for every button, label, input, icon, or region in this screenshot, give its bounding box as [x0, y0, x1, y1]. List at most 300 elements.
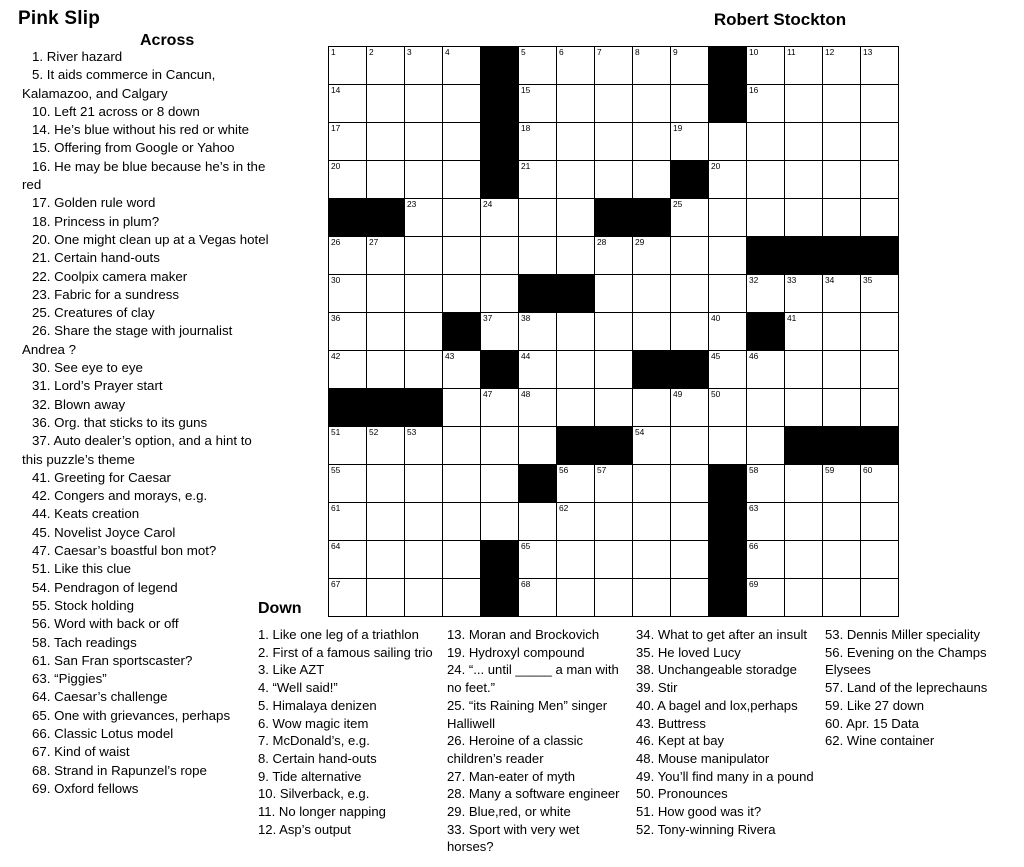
- across-clue: 44. Keats creation: [32, 506, 140, 522]
- grid-cell[interactable]: [861, 85, 899, 123]
- grid-cell[interactable]: [557, 85, 595, 123]
- grid-cell-number: 58: [749, 465, 759, 475]
- down-clue: 13. Moran and Brockovich: [447, 627, 600, 642]
- across-clue: 15. Offering from Google or Yahoo: [32, 140, 235, 156]
- grid-cell[interactable]: [557, 47, 595, 85]
- grid-cell[interactable]: [709, 313, 747, 351]
- grid-cell-block: [367, 389, 405, 427]
- grid-cell[interactable]: [405, 579, 443, 617]
- grid-cell[interactable]: [557, 503, 595, 541]
- grid-cell[interactable]: [823, 503, 861, 541]
- across-clue: 18. Princess in plum?: [32, 213, 160, 229]
- down-clue: 29. Blue,red, or white: [447, 804, 571, 820]
- grid-cell[interactable]: [785, 503, 823, 541]
- grid-cell[interactable]: [329, 427, 367, 465]
- grid-cell[interactable]: [443, 123, 481, 161]
- grid-cell[interactable]: [861, 503, 899, 541]
- grid-cell[interactable]: [481, 389, 519, 427]
- across-clue: 26. Share the stage with journalist Andrea ?: [22, 323, 233, 357]
- grid-cell-number: 64: [331, 541, 341, 551]
- grid-cell-number: 15: [521, 85, 531, 95]
- grid-cell-number: 4: [445, 47, 450, 57]
- grid-cell-number: 32: [749, 275, 759, 285]
- grid-cell[interactable]: [367, 541, 405, 579]
- down-clue: 2. First of a famous sailing trio: [258, 644, 433, 660]
- grid-cell[interactable]: [861, 275, 899, 313]
- grid-cell-number: 44: [521, 351, 531, 361]
- grid-cell[interactable]: [405, 275, 443, 313]
- grid-cell[interactable]: [443, 199, 481, 237]
- grid-cell[interactable]: [443, 85, 481, 123]
- grid-cell[interactable]: [823, 275, 861, 313]
- grid-cell[interactable]: [595, 389, 633, 427]
- grid-cell[interactable]: [747, 579, 785, 617]
- grid-cell-block: [519, 465, 557, 503]
- grid-cell[interactable]: [367, 275, 405, 313]
- grid-cell[interactable]: [861, 47, 899, 85]
- grid-cell[interactable]: [557, 579, 595, 617]
- grid-cell[interactable]: [595, 541, 633, 579]
- grid-cell[interactable]: [329, 351, 367, 389]
- grid-cell[interactable]: [747, 427, 785, 465]
- across-clue: 14. He’s blue without his red or white: [32, 122, 250, 138]
- grid-cell[interactable]: [481, 313, 519, 351]
- grid-cell[interactable]: [405, 237, 443, 275]
- down-clue: 39. Stir: [636, 680, 678, 696]
- across-clue: 37. Auto dealer’s option, and a hint to this puzzle’s theme: [22, 433, 252, 467]
- grid-cell[interactable]: [633, 47, 671, 85]
- grid-cell[interactable]: [481, 237, 519, 275]
- grid-cell[interactable]: [671, 313, 709, 351]
- grid-cell[interactable]: [785, 313, 823, 351]
- grid-cell[interactable]: [823, 85, 861, 123]
- across-clue: 64. Caesar’s challenge: [32, 689, 168, 705]
- grid-row: [329, 85, 899, 123]
- grid-cell-block: [481, 47, 519, 85]
- down-clue: 3. Like AZT: [258, 662, 325, 678]
- grid-cell[interactable]: [405, 85, 443, 123]
- grid-cell-number: 30: [331, 275, 341, 285]
- grid-cell[interactable]: [671, 465, 709, 503]
- grid-cell[interactable]: [557, 313, 595, 351]
- grid-row: [329, 541, 899, 579]
- grid-cell[interactable]: [747, 275, 785, 313]
- grid-cell-block: [481, 161, 519, 199]
- grid-cell[interactable]: [633, 313, 671, 351]
- grid-cell[interactable]: [595, 85, 633, 123]
- grid-cell[interactable]: [823, 123, 861, 161]
- page-title: Pink Slip: [18, 8, 101, 29]
- grid-cell[interactable]: [405, 199, 443, 237]
- grid-row: [329, 579, 899, 617]
- grid-cell-block: [595, 199, 633, 237]
- across-clue: 10. Left 21 across or 8 down: [32, 103, 200, 119]
- grid-cell[interactable]: [861, 199, 899, 237]
- grid-cell-block: [633, 351, 671, 389]
- grid-cell[interactable]: [823, 351, 861, 389]
- grid-cell-number: 69: [749, 579, 759, 589]
- grid-cell[interactable]: [443, 389, 481, 427]
- down-clue: 56. Evening on the Champs Elysees: [825, 644, 987, 678]
- across-clue: 63. “Piggies”: [32, 671, 107, 687]
- grid-cell-number: 42: [331, 351, 341, 361]
- grid-cell[interactable]: [481, 275, 519, 313]
- grid-cell[interactable]: [823, 199, 861, 237]
- grid-cell[interactable]: [633, 275, 671, 313]
- grid-cell[interactable]: [633, 579, 671, 617]
- grid-row: [329, 199, 899, 237]
- grid-cell[interactable]: [747, 47, 785, 85]
- grid-cell[interactable]: [329, 123, 367, 161]
- grid-cell[interactable]: [785, 275, 823, 313]
- grid-cell[interactable]: [405, 123, 443, 161]
- grid-cell[interactable]: [633, 541, 671, 579]
- grid-cell-number: 10: [749, 47, 759, 57]
- grid-cell[interactable]: [367, 161, 405, 199]
- grid-cell[interactable]: [519, 123, 557, 161]
- grid-cell[interactable]: [519, 579, 557, 617]
- grid-cell[interactable]: [557, 161, 595, 199]
- across-clue-list: [22, 48, 270, 798]
- grid-cell[interactable]: [367, 579, 405, 617]
- grid-cell[interactable]: [747, 123, 785, 161]
- grid-cell-number: 54: [635, 427, 645, 437]
- grid-cell[interactable]: [443, 275, 481, 313]
- grid-cell[interactable]: [481, 465, 519, 503]
- grid-cell-number: 50: [711, 389, 721, 399]
- grid-cell-number: 61: [331, 503, 341, 513]
- grid-cell[interactable]: [443, 541, 481, 579]
- grid-cell-block: [481, 85, 519, 123]
- grid-cell[interactable]: [557, 123, 595, 161]
- grid-cell[interactable]: [633, 85, 671, 123]
- grid-cell[interactable]: [405, 465, 443, 503]
- grid-cell-block: [861, 237, 899, 275]
- grid-cell[interactable]: [557, 351, 595, 389]
- across-clue: 47. Caesar’s boastful bon mot?: [32, 543, 217, 559]
- grid-cell[interactable]: [519, 541, 557, 579]
- grid-cell[interactable]: [443, 465, 481, 503]
- grid-cell[interactable]: [633, 465, 671, 503]
- grid-cell[interactable]: [329, 503, 367, 541]
- grid-cell[interactable]: [785, 47, 823, 85]
- grid-cell[interactable]: [595, 313, 633, 351]
- grid-cell[interactable]: [785, 541, 823, 579]
- grid-cell[interactable]: [443, 351, 481, 389]
- grid-cell-number: 21: [521, 161, 531, 171]
- down-clue-column: [447, 626, 636, 856]
- down-clue: 46. Kept at bay: [636, 733, 725, 749]
- grid-cell[interactable]: [595, 503, 633, 541]
- grid-cell-number: 41: [787, 313, 797, 323]
- grid-cell[interactable]: [785, 465, 823, 503]
- grid-cell-number: 65: [521, 541, 531, 551]
- grid-row: [329, 123, 899, 161]
- grid-cell[interactable]: [633, 237, 671, 275]
- down-clue: 11. No longer napping: [258, 804, 386, 820]
- grid-cell[interactable]: [557, 237, 595, 275]
- grid-cell[interactable]: [519, 503, 557, 541]
- grid-cell[interactable]: [519, 351, 557, 389]
- grid-cell-number: 36: [331, 313, 341, 323]
- grid-cell-number: 48: [521, 389, 531, 399]
- grid-cell[interactable]: [709, 123, 747, 161]
- across-clue: 61. San Fran sportscaster?: [32, 652, 193, 668]
- down-clue-columns: [258, 626, 1014, 856]
- across-clue: 23. Fabric for a sundress: [32, 286, 180, 302]
- grid-cell[interactable]: [557, 541, 595, 579]
- grid-cell-block: [709, 541, 747, 579]
- grid-cell[interactable]: [747, 351, 785, 389]
- grid-cell[interactable]: [329, 237, 367, 275]
- grid-cell-number: 9: [673, 47, 678, 57]
- grid-cell[interactable]: [633, 389, 671, 427]
- grid-cell-number: 20: [331, 161, 341, 171]
- grid-cell[interactable]: [557, 465, 595, 503]
- grid-cell[interactable]: [329, 85, 367, 123]
- grid-cell-number: 6: [559, 47, 564, 57]
- grid-cell[interactable]: [557, 389, 595, 427]
- grid-cell[interactable]: [367, 427, 405, 465]
- grid-cell[interactable]: [823, 579, 861, 617]
- down-clue: 4. “Well said!”: [258, 680, 338, 696]
- grid-cell[interactable]: [747, 389, 785, 427]
- across-clue: 1. River hazard: [32, 49, 123, 64]
- down-clue: 35. He loved Lucy: [636, 644, 741, 660]
- down-clue: 26. Heroine of a classic children’s reader: [447, 733, 584, 766]
- grid-cell[interactable]: [671, 199, 709, 237]
- grid-cell[interactable]: [519, 47, 557, 85]
- grid-cell[interactable]: [329, 579, 367, 617]
- author-name: Robert Stockton: [713, 10, 847, 29]
- grid-cell[interactable]: [633, 427, 671, 465]
- across-heading: Across: [140, 32, 195, 49]
- grid-cell[interactable]: [443, 237, 481, 275]
- grid-cell-number: 14: [331, 85, 341, 95]
- across-clue: 25. Creatures of clay: [32, 305, 155, 321]
- grid-cell-block: [633, 199, 671, 237]
- down-clue: 53. Dennis Miller speciality: [825, 627, 981, 642]
- grid-cell[interactable]: [329, 465, 367, 503]
- grid-cell[interactable]: [367, 503, 405, 541]
- grid-cell[interactable]: [443, 579, 481, 617]
- grid-cell[interactable]: [595, 351, 633, 389]
- grid-cell[interactable]: [595, 237, 633, 275]
- grid-cell[interactable]: [633, 503, 671, 541]
- grid-cell[interactable]: [709, 199, 747, 237]
- grid-cell-number: 63: [749, 503, 759, 513]
- grid-cell-block: [405, 389, 443, 427]
- down-clue: 28. Many a software engineer: [447, 786, 620, 802]
- grid-cell[interactable]: [671, 85, 709, 123]
- grid-cell-block: [481, 579, 519, 617]
- grid-cell[interactable]: [329, 541, 367, 579]
- grid-cell[interactable]: [709, 351, 747, 389]
- down-clue: 43. Buttress: [636, 715, 706, 731]
- grid-cell[interactable]: [823, 541, 861, 579]
- grid-cell[interactable]: [633, 161, 671, 199]
- grid-cell[interactable]: [405, 47, 443, 85]
- grid-cell[interactable]: [443, 503, 481, 541]
- grid-cell[interactable]: [823, 47, 861, 85]
- grid-cell-number: 53: [407, 427, 417, 437]
- grid-cell[interactable]: [861, 313, 899, 351]
- across-clue: 58. Tach readings: [32, 634, 137, 650]
- grid-cell[interactable]: [747, 541, 785, 579]
- grid-cell[interactable]: [747, 503, 785, 541]
- grid-cell[interactable]: [709, 389, 747, 427]
- down-clue: 27. Man-eater of myth: [447, 768, 576, 784]
- grid-cell[interactable]: [329, 313, 367, 351]
- grid-cell[interactable]: [747, 161, 785, 199]
- grid-cell[interactable]: [519, 161, 557, 199]
- grid-cell[interactable]: [595, 579, 633, 617]
- grid-cell[interactable]: [519, 313, 557, 351]
- grid-cell-number: 43: [445, 351, 455, 361]
- grid-cell[interactable]: [557, 199, 595, 237]
- grid-cell-block: [595, 427, 633, 465]
- grid-cell[interactable]: [367, 237, 405, 275]
- grid-cell[interactable]: [405, 503, 443, 541]
- grid-cell[interactable]: [519, 237, 557, 275]
- grid-cell[interactable]: [785, 161, 823, 199]
- grid-cell-block: [709, 85, 747, 123]
- across-clue: 68. Strand in Rapunzel’s rope: [32, 762, 207, 778]
- grid-cell[interactable]: [823, 465, 861, 503]
- grid-cell[interactable]: [671, 123, 709, 161]
- grid-cell[interactable]: [329, 275, 367, 313]
- grid-cell[interactable]: [595, 47, 633, 85]
- across-clue: 54. Pendragon of legend: [32, 579, 178, 595]
- grid-cell[interactable]: [405, 161, 443, 199]
- grid-cell[interactable]: [861, 351, 899, 389]
- crossword-grid[interactable]: [328, 46, 899, 617]
- grid-cell[interactable]: [747, 199, 785, 237]
- grid-cell[interactable]: [519, 389, 557, 427]
- grid-cell[interactable]: [329, 161, 367, 199]
- grid-cell[interactable]: [671, 541, 709, 579]
- grid-cell[interactable]: [367, 47, 405, 85]
- grid-cell-block: [367, 199, 405, 237]
- grid-cell[interactable]: [671, 503, 709, 541]
- grid-cell[interactable]: [823, 389, 861, 427]
- grid-cell[interactable]: [709, 275, 747, 313]
- grid-cell[interactable]: [861, 161, 899, 199]
- grid-cell[interactable]: [595, 123, 633, 161]
- grid-cell[interactable]: [443, 47, 481, 85]
- grid-cell[interactable]: [481, 199, 519, 237]
- grid-cell-number: 12: [825, 47, 835, 57]
- grid-cell[interactable]: [367, 465, 405, 503]
- grid-cell[interactable]: [367, 85, 405, 123]
- grid-cell[interactable]: [519, 427, 557, 465]
- grid-cell[interactable]: [595, 465, 633, 503]
- grid-cell[interactable]: [367, 313, 405, 351]
- grid-cell[interactable]: [329, 47, 367, 85]
- grid-cell-number: 20: [711, 161, 721, 171]
- grid-cell[interactable]: [443, 161, 481, 199]
- grid-cell[interactable]: [823, 161, 861, 199]
- grid-cell-number: 47: [483, 389, 493, 399]
- grid-cell[interactable]: [861, 579, 899, 617]
- grid-cell-number: 66: [749, 541, 759, 551]
- grid-cell[interactable]: [671, 275, 709, 313]
- across-clue: 36. Org. that sticks to its guns: [32, 414, 208, 430]
- grid-cell-block: [709, 579, 747, 617]
- grid-cell[interactable]: [671, 427, 709, 465]
- grid-row: [329, 237, 899, 275]
- grid-cell[interactable]: [785, 199, 823, 237]
- grid-cell-number: 3: [407, 47, 412, 57]
- grid-cell[interactable]: [785, 85, 823, 123]
- grid-cell[interactable]: [405, 351, 443, 389]
- grid-cell[interactable]: [405, 313, 443, 351]
- grid-cell-number: 7: [597, 47, 602, 57]
- down-clue: 52. Tony-winning Rivera: [636, 821, 776, 837]
- down-clue: 7. McDonald’s, e.g.: [258, 733, 370, 749]
- grid-cell-number: 33: [787, 275, 797, 285]
- grid-cell[interactable]: [595, 275, 633, 313]
- grid-cell[interactable]: [671, 237, 709, 275]
- grid-cell[interactable]: [747, 465, 785, 503]
- grid-cell[interactable]: [671, 389, 709, 427]
- grid-cell[interactable]: [785, 389, 823, 427]
- grid-cell-block: [443, 313, 481, 351]
- grid-cell[interactable]: [861, 389, 899, 427]
- grid-cell[interactable]: [785, 123, 823, 161]
- grid-cell[interactable]: [861, 465, 899, 503]
- grid-cell-number: 38: [521, 313, 531, 323]
- grid-cell-block: [557, 275, 595, 313]
- down-clue: 38. Unchangeable storadge: [636, 662, 797, 678]
- grid-cell[interactable]: [823, 313, 861, 351]
- grid-cell[interactable]: [671, 579, 709, 617]
- grid-cell[interactable]: [595, 161, 633, 199]
- across-clue: 21. Certain hand-outs: [32, 250, 160, 266]
- grid-cell[interactable]: [671, 47, 709, 85]
- across-clue: 65. One with grievances, perhaps: [32, 707, 231, 723]
- grid-cell-number: 67: [331, 579, 341, 589]
- grid-cell[interactable]: [367, 351, 405, 389]
- grid-cell[interactable]: [519, 199, 557, 237]
- across-clue: 20. One might clean up at a Vegas hotel: [32, 231, 269, 247]
- grid-cell-block: [709, 503, 747, 541]
- grid-cell[interactable]: [481, 427, 519, 465]
- grid-cell-number: 37: [483, 313, 493, 323]
- grid-cell[interactable]: [367, 123, 405, 161]
- grid-cell[interactable]: [747, 85, 785, 123]
- grid-cell[interactable]: [709, 161, 747, 199]
- grid-cell[interactable]: [785, 579, 823, 617]
- grid-cell[interactable]: [709, 427, 747, 465]
- grid-cell-number: 8: [635, 47, 640, 57]
- grid-cell[interactable]: [405, 427, 443, 465]
- grid-cell[interactable]: [519, 85, 557, 123]
- across-clue: 41. Greeting for Caesar: [32, 469, 171, 485]
- grid-cell[interactable]: [709, 237, 747, 275]
- grid-cell[interactable]: [861, 541, 899, 579]
- down-clue: 12. Asp’s output: [258, 821, 351, 837]
- grid-cell-block: [557, 427, 595, 465]
- grid-cell-block: [671, 161, 709, 199]
- grid-cell[interactable]: [633, 123, 671, 161]
- grid-cell[interactable]: [481, 503, 519, 541]
- grid-cell[interactable]: [785, 351, 823, 389]
- grid-cell[interactable]: [443, 427, 481, 465]
- grid-cell[interactable]: [405, 541, 443, 579]
- grid-cell-block: [519, 275, 557, 313]
- grid-cell[interactable]: [861, 123, 899, 161]
